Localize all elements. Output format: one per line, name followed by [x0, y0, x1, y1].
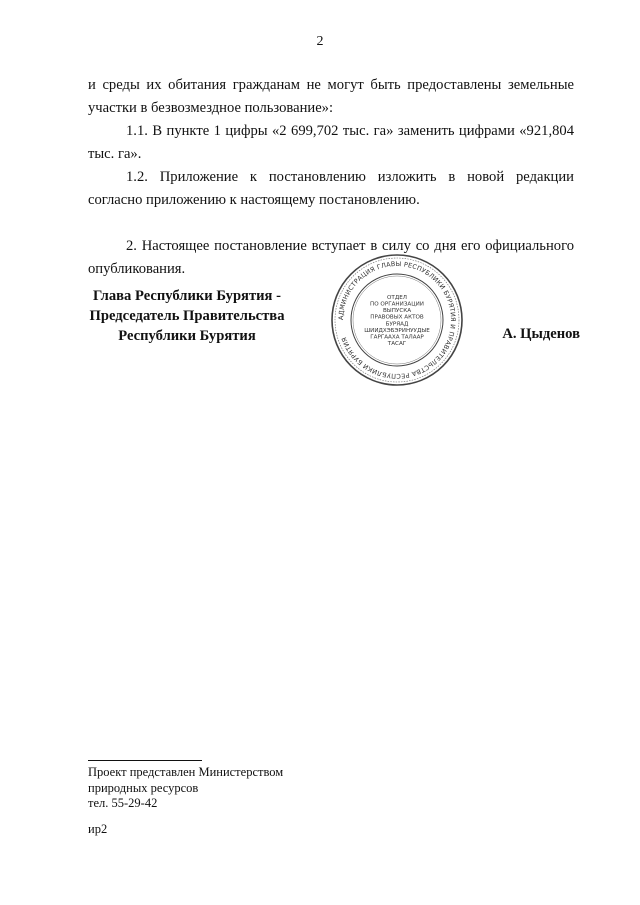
seal-outer-text: АДМИНИСТРАЦИЯ ГЛАВЫ РЕСПУБЛИКИ БУРЯТИЯ И ПРАВИТЕЛЬСТВА РЕСПУБЛИКИ БУРЯТИЯ — [336, 259, 458, 381]
signatory-title-line: Глава Республики Бурятия - — [93, 288, 281, 304]
paragraph-2: 2. Настоящее постановление вступает в силу со дня его официального опубликования. — [88, 238, 574, 277]
seal-center-line: ВЫПУСКА — [382, 308, 412, 315]
signatory-title — [80, 286, 294, 346]
footnote-line: тел. 55-29-42 — [88, 796, 158, 810]
document-code: ир2 — [88, 822, 108, 836]
seal-center-line: ГАРГААХА ТАЛААР — [370, 334, 424, 341]
seal-center-line: ТАСАГ — [387, 341, 407, 348]
footnote-line: Проект представлен Министерством — [88, 765, 284, 779]
document-body — [88, 74, 574, 281]
paragraph-1-2: 1.2. Приложение к постановлению изложить в новой редакции согласно приложению к настоящему постановлению. — [88, 169, 574, 208]
footnote — [88, 765, 388, 812]
footnote-divider — [88, 760, 202, 761]
signer-name: А. Цыденов — [502, 326, 580, 342]
paragraph-1-1: 1.1. В пункте 1 цифры «2 699,702 тыс. га» заменить цифрами «921,804 тыс. га». — [88, 123, 574, 162]
official-seal-stamp — [330, 253, 464, 387]
paragraph-continuation: и среды их обитания гражданам не могут быть предоставлены земельные участки в безвозмездное пользование»: — [88, 77, 574, 116]
signatory-title-line: Республики Бурятия — [118, 328, 256, 344]
seal-center-line: ПРАВОВЫХ АКТОВ — [370, 314, 424, 321]
page-number: 2 — [316, 34, 324, 49]
signatory-title-line: Председатель Правительства — [89, 308, 285, 324]
seal-center-line: БУРЯАД — [385, 321, 409, 328]
seal-center-line: ОТДЕЛ — [387, 294, 407, 301]
footnote-line: природных ресурсов — [88, 780, 199, 795]
seal-center-line: ШИИДХЭБЭРИНУУДЫЕ — [364, 327, 430, 334]
seal-center-line: ПО ОРГАНИЗАЦИИ — [370, 301, 424, 308]
